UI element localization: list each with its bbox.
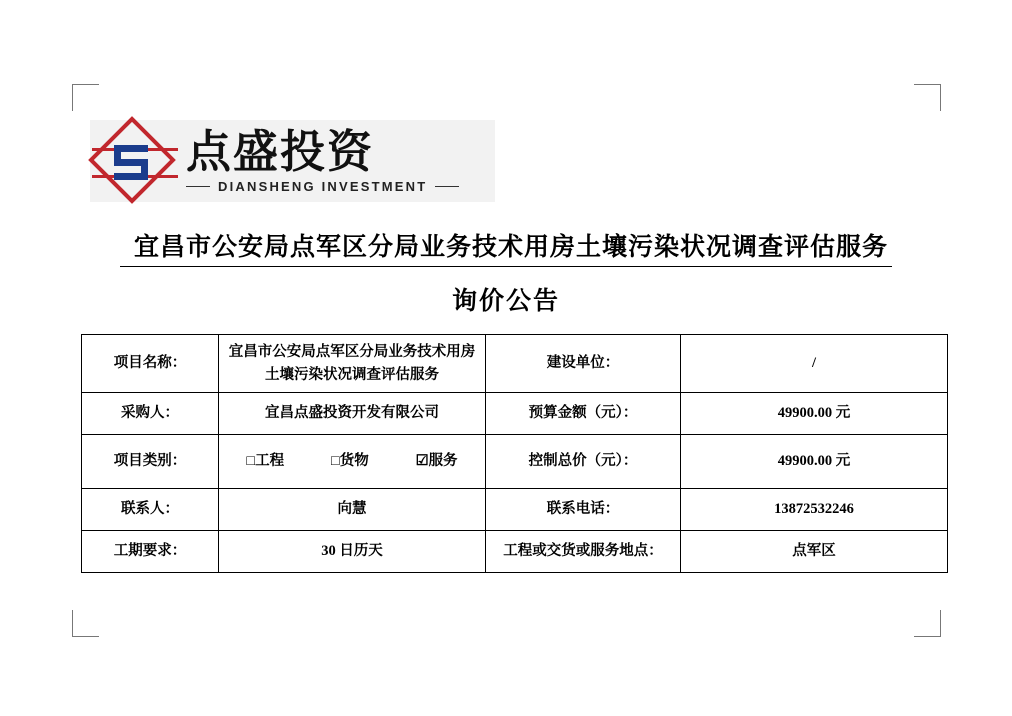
- page-title-line-2: 询价公告: [451, 288, 560, 316]
- row-label-project-name: 项目名称：: [82, 335, 219, 393]
- row-value-project-name: 宜昌市公安局点军区分局业务技术用房土壤污染状况调查评估服务: [219, 335, 486, 393]
- crop-mark-top-left: [72, 84, 99, 111]
- row-label-contact-person: 联系人：: [82, 489, 219, 531]
- table-row: [82, 435, 948, 489]
- row-value-contact-phone: 13872532246: [681, 489, 948, 531]
- category-label-engineering: 工程: [255, 453, 285, 470]
- logo-rule-right: [435, 186, 459, 187]
- row-value-project-category: [219, 435, 486, 489]
- row-label-control-price: 控制总价（元）：: [486, 435, 681, 489]
- table-row: [82, 531, 948, 573]
- row-value-control-price: 49900.00 元: [681, 435, 948, 489]
- page-title-line-1: 宜昌市公安局点军区分局业务技术用房土壤污染状况调查评估服务: [120, 232, 892, 267]
- category-option-engineering[interactable]: [246, 450, 284, 472]
- category-option-service[interactable]: [416, 450, 458, 472]
- logo-english-row: [186, 179, 459, 194]
- category-label-service: 服务: [428, 453, 458, 470]
- table-row: [82, 489, 948, 531]
- checkbox-engineering[interactable]: □: [246, 453, 256, 470]
- row-value-construction-unit: /: [681, 335, 948, 393]
- category-option-goods[interactable]: [331, 450, 369, 472]
- checkbox-goods[interactable]: □: [330, 453, 340, 470]
- logo-company-name-cn: 点盛投资: [186, 124, 375, 178]
- row-value-duration: 30 日历天: [219, 531, 486, 573]
- logo-text: [186, 124, 459, 195]
- row-label-duration: 工期要求：: [82, 531, 219, 573]
- diansheng-diamond-s-logo-icon: [92, 123, 178, 199]
- category-label-goods: 货物: [339, 453, 369, 470]
- row-label-purchaser: 采购人：: [82, 393, 219, 435]
- row-label-location: 工程或交货或服务地点：: [486, 531, 681, 573]
- company-logo: [90, 120, 495, 202]
- crop-mark-bottom-left: [72, 610, 99, 637]
- row-label-contact-phone: 联系电话：: [486, 489, 681, 531]
- row-value-contact-person: 向慧: [219, 489, 486, 531]
- document-title: [96, 232, 916, 317]
- logo-rule-left: [186, 186, 210, 187]
- logo-company-name-en: DIANSHENG INVESTMENT: [218, 179, 428, 195]
- row-label-budget-amount: 预算金额（元）：: [486, 393, 681, 435]
- row-value-purchaser: 宜昌点盛投资开发有限公司: [219, 393, 486, 435]
- table-row: [82, 393, 948, 435]
- table-row: [82, 335, 948, 393]
- checkbox-service[interactable]: ☑: [415, 453, 429, 470]
- row-value-location: 点军区: [681, 531, 948, 573]
- project-info-table: [81, 334, 948, 573]
- row-label-construction-unit: 建设单位：: [486, 335, 681, 393]
- row-value-budget-amount: 49900.00 元: [681, 393, 948, 435]
- row-label-project-category: 项目类别：: [82, 435, 219, 489]
- crop-mark-top-right: [914, 84, 941, 111]
- crop-mark-bottom-right: [914, 610, 941, 637]
